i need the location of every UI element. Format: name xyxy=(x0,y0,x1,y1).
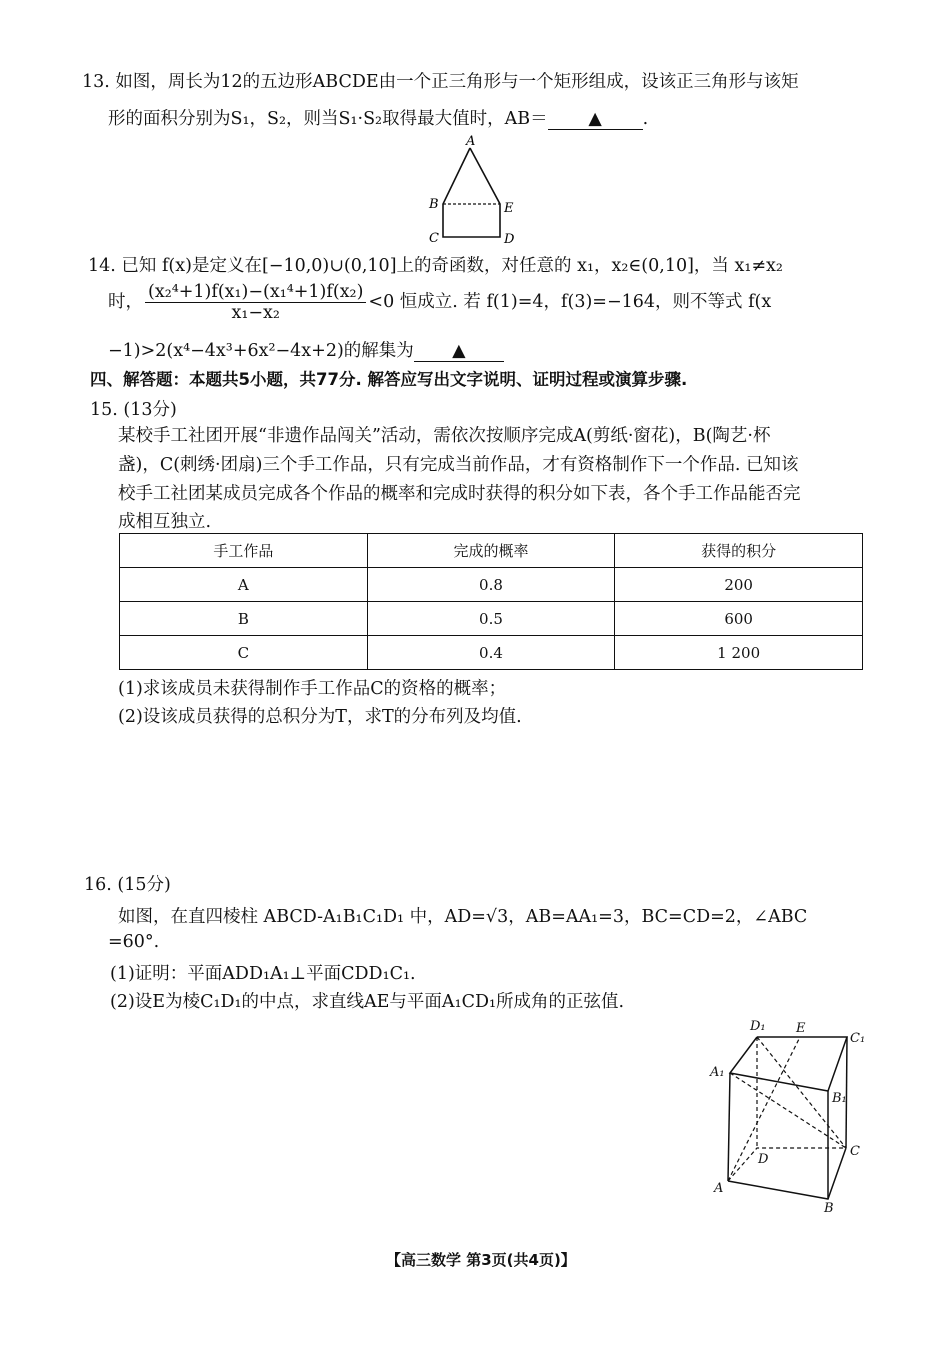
q16-header: 16. (15分) xyxy=(84,875,171,895)
cell: 0.4 xyxy=(367,636,615,670)
q16-p2: =60°. xyxy=(108,932,160,952)
table-row xyxy=(120,602,863,636)
q14-line1: 14. 已知 f(x)是定义在[−10,0)∪(0,10]上的奇函数，对任意的 x₁，x₂∈(0,10]，当 x₁≠x₂ xyxy=(88,256,783,276)
cell: B xyxy=(120,602,368,636)
label-E: E xyxy=(796,1021,806,1036)
label-B1: B₁ xyxy=(832,1091,847,1106)
header-cell: 手工作品 xyxy=(120,534,368,568)
q13-line2 xyxy=(108,105,648,130)
q14-text: −1)>2(x⁴−4x³+6x²−4x+2)的解集为 xyxy=(108,341,414,361)
cell: 200 xyxy=(615,568,863,602)
label-B: B xyxy=(824,1201,834,1216)
q15-p3: 校手工社团某成员完成各个作品的概率和完成时获得的积分如下表，各个手工作品能否完 xyxy=(118,484,801,504)
label-C: C xyxy=(850,1144,860,1159)
q14-pre: 时， xyxy=(108,292,143,312)
cell: 0.8 xyxy=(367,568,615,602)
cell: 0.5 xyxy=(367,602,615,636)
q13-line1: 13. 如图，周长为12的五边形ABCDE由一个正三角形与一个矩形组成，设该正三角形与该矩 xyxy=(82,72,799,92)
table-row xyxy=(120,636,863,670)
label-A1: A₁ xyxy=(710,1065,725,1080)
q15-header: 15. (13分) xyxy=(90,400,177,420)
q14-fraction xyxy=(145,282,366,323)
numerator: (x₂⁴+1)f(x₁)−(x₁⁴+1)f(x₂) xyxy=(145,282,366,303)
q16-s1: (1)证明：平面ADD₁A₁⊥平面CDD₁C₁. xyxy=(110,964,416,984)
answer-blank: ▲ xyxy=(414,341,504,362)
score-table xyxy=(119,533,863,670)
answer-blank: ▲ xyxy=(548,109,643,130)
cell: C xyxy=(120,636,368,670)
pentagon-figure xyxy=(420,130,530,250)
q16-s2: (2)设E为棱C₁D₁的中点，求直线AE与平面A₁CD₁所成角的正弦值. xyxy=(110,992,625,1012)
label-D: D xyxy=(504,232,515,247)
header-cell: 完成的概率 xyxy=(367,534,615,568)
label-D1: D₁ xyxy=(750,1019,766,1034)
cell: 600 xyxy=(615,602,863,636)
denominator: x₁−x₂ xyxy=(231,303,280,323)
q14-line2 xyxy=(108,282,771,323)
header-cell: 获得的积分 xyxy=(615,534,863,568)
q15-p1: 某校手工社团开展“非遗作品闯关”活动，需依次按顺序完成A(剪纸·窗花)，B(陶艺·杯 xyxy=(118,426,771,446)
label-A: A xyxy=(466,134,476,149)
cell: A xyxy=(120,568,368,602)
q16-p1: 如图，在直四棱柱 ABCD-A₁B₁C₁D₁ 中，AD=√3，AB=AA₁=3，BC=CD=2，∠ABC xyxy=(118,907,808,927)
q13-text: 形的面积分别为S₁，S₂，则当S₁·S₂取得最大值时，AB＝ xyxy=(108,109,548,129)
label-A: A xyxy=(714,1181,724,1196)
q14-post: <0 恒成立. 若 f(1)=4，f(3)=−164，则不等式 f(x xyxy=(368,292,772,312)
label-D: D xyxy=(758,1152,769,1167)
label-B: B xyxy=(429,197,439,212)
section-heading: 四、解答题：本题共5小题，共77分. 解答应写出文字说明、证明过程或演算步骤. xyxy=(90,370,688,389)
label-E: E xyxy=(504,201,514,216)
prism-figure xyxy=(700,1010,880,1220)
table-row xyxy=(120,568,863,602)
table-header-row xyxy=(120,534,863,568)
q13-end: . xyxy=(642,109,649,129)
q14-line3 xyxy=(108,337,504,362)
label-C1: C₁ xyxy=(850,1031,866,1046)
q15-s2: (2)设该成员获得的总积分为T，求T的分布列及均值. xyxy=(118,707,522,727)
q15-p2: 盏)，C(刺绣·团扇)三个手工作品，只有完成当前作品，才有资格制作下一个作品. 已知该 xyxy=(118,455,799,475)
q15-s1: (1)求该成员未获得制作手工作品C的资格的概率； xyxy=(118,679,507,699)
q15-p4: 成相互独立. xyxy=(118,512,212,532)
cell: 1 200 xyxy=(615,636,863,670)
label-C: C xyxy=(429,231,439,246)
page-footer: 【高三数学 第3页(共4页)】 xyxy=(386,1251,576,1269)
